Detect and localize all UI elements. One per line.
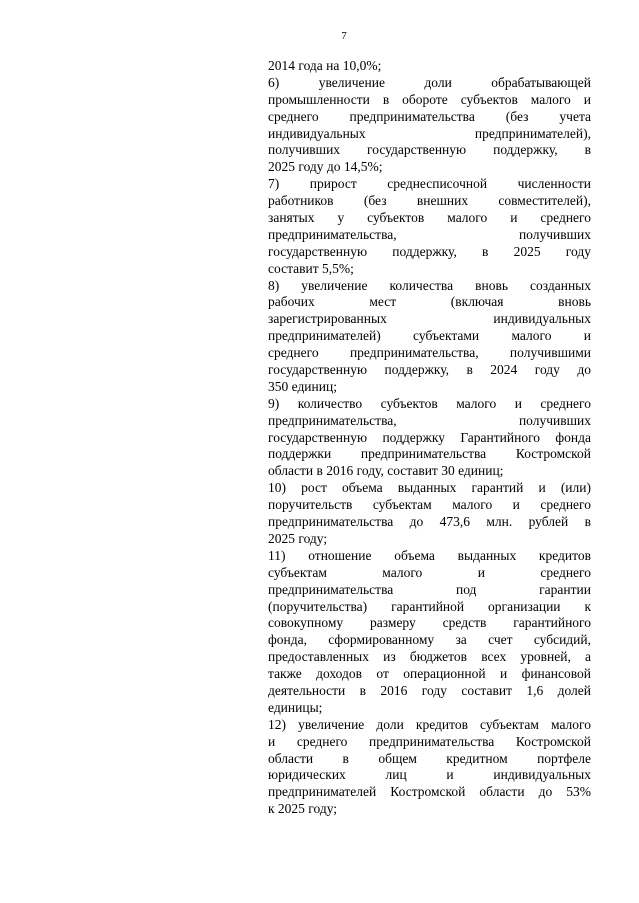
text-line: также доходов от операционной и финансовой xyxy=(268,666,591,682)
text-line: предоставленных из бюджетов всех уровней, а xyxy=(268,649,591,665)
text-line: государственную поддержку Гарантийного фонда xyxy=(268,429,591,445)
text-line: 8) увеличение количества вновь созданных xyxy=(268,277,591,293)
text-line: среднего предпринимательства (без учета xyxy=(268,108,591,124)
text-line: государственную поддержку, в 2025 году xyxy=(268,243,591,259)
text-line: 2025 году до 14,5%; xyxy=(268,159,383,175)
text-line: работников (без внешних совместителей), xyxy=(268,193,591,209)
text-line: промышленности в обороте субъектов малого и xyxy=(268,91,591,107)
text-line: поддержки предпринимательства Костромской xyxy=(268,446,591,462)
text-line: предпринимательства, получивших xyxy=(268,226,591,242)
text-line: 6) увеличение доли обрабатывающей xyxy=(268,74,591,90)
text-line: фонда, сформированному за счет субсидий, xyxy=(268,632,591,648)
text-line: юридических лиц и индивидуальных xyxy=(268,767,591,783)
text-line: получивших государственную поддержку, в xyxy=(268,142,591,158)
text-line: и среднего предпринимательства Костромской xyxy=(268,733,591,749)
text-line: предпринимательства под гарантии xyxy=(268,581,591,597)
document-text-column xyxy=(268,58,591,818)
text-line: государственную поддержку, в 2024 году до xyxy=(268,362,591,378)
text-line: рабочих мест (включая вновь xyxy=(268,294,591,310)
text-line: среднего предпринимательства, получившими xyxy=(268,345,591,361)
text-line: поручительств субъектам малого и среднего xyxy=(268,497,591,513)
text-line: к 2025 году; xyxy=(268,801,338,817)
text-line: 350 единиц; xyxy=(268,378,337,394)
text-line: 7) прирост среднесписочной численности xyxy=(268,176,591,192)
text-line: области в общем кредитном портфеле xyxy=(268,750,591,766)
text-line: 2025 году; xyxy=(268,530,328,546)
page-number: 7 xyxy=(341,30,347,42)
text-line: составит 5,5%; xyxy=(268,260,354,276)
text-line: зарегистрированных индивидуальных xyxy=(268,311,591,327)
text-line: 12) увеличение доли кредитов субъектам малого xyxy=(268,716,591,732)
text-line: деятельности в 2016 году составит 1,6 долей xyxy=(268,682,591,698)
text-line: предпринимателей) субъектами малого и xyxy=(268,328,591,344)
text-line: области в 2016 году, составит 30 единиц; xyxy=(268,463,504,479)
text-line: 9) количество субъектов малого и среднего xyxy=(268,395,591,411)
text-line: предпринимательства, получивших xyxy=(268,412,591,428)
text-line: индивидуальных предпринимателей), xyxy=(268,125,591,141)
text-line: единицы; xyxy=(268,699,323,715)
text-line: совокупному размеру средств гарантийного xyxy=(268,615,591,631)
text-line: 11) отношение объема выданных кредитов xyxy=(268,547,591,563)
text-line: 2014 года на 10,0%; xyxy=(268,58,382,73)
text-line: занятых у субъектов малого и среднего xyxy=(268,210,591,226)
text-line: предпринимательства до 473,6 млн. рублей в xyxy=(268,514,591,530)
text-line: (поручительства) гарантийной организации к xyxy=(268,598,591,614)
text-line: субъектам малого и среднего xyxy=(268,564,591,580)
text-line: 10) рост объема выданных гарантий и (или) xyxy=(268,480,591,496)
text-line: предпринимателей Костромской области до 53% xyxy=(268,784,591,800)
